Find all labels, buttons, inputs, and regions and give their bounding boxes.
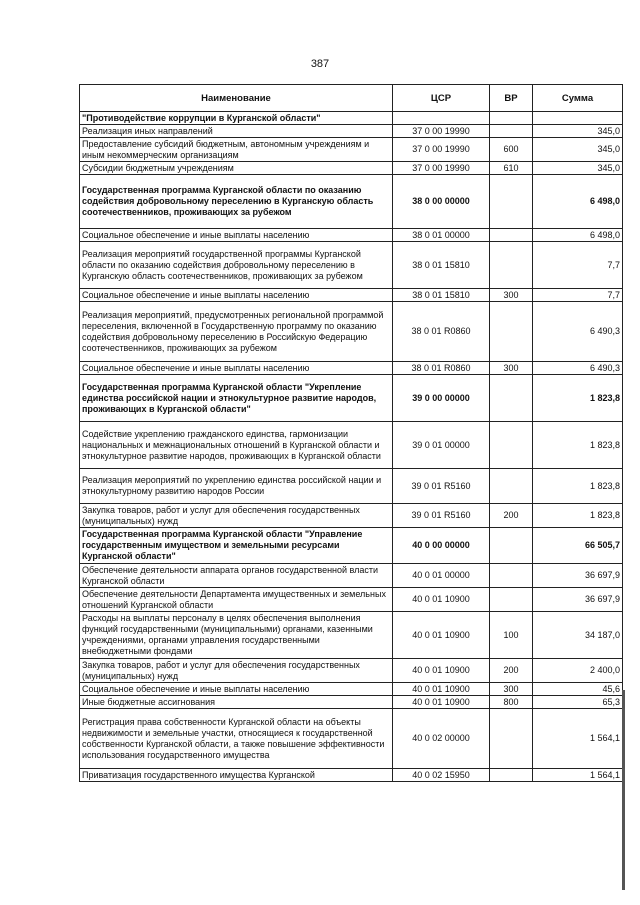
table-row xyxy=(80,588,623,612)
cell-csr: 40 0 01 10900 xyxy=(393,659,490,683)
cell-csr: 40 0 01 10900 xyxy=(393,588,490,612)
cell-name: Расходы на выплаты персоналу в целях обеспечения выполнения функций государственными (муниципальными) органами, казенными учреждениями, органами управления государственными внебюджетными фондами xyxy=(80,612,393,659)
cell-sum: 34 187,0 xyxy=(533,612,623,659)
cell-name: "Противодействие коррупции в Курганской области" xyxy=(80,112,393,125)
cell-vr xyxy=(490,375,533,422)
cell-vr: 300 xyxy=(490,683,533,696)
cell-sum: 45,6 xyxy=(533,683,623,696)
cell-csr: 40 0 01 10900 xyxy=(393,683,490,696)
cell-csr: 39 0 01 R5160 xyxy=(393,504,490,528)
cell-sum: 36 697,9 xyxy=(533,564,623,588)
cell-sum: 1 823,8 xyxy=(533,504,623,528)
cell-sum: 1 823,8 xyxy=(533,422,623,469)
table-row xyxy=(80,422,623,469)
cell-sum: 1 564,1 xyxy=(533,709,623,769)
table-row xyxy=(80,659,623,683)
cell-csr: 38 0 01 R0860 xyxy=(393,302,490,362)
cell-name: Социальное обеспечение и иные выплаты населению xyxy=(80,229,393,242)
cell-name: Государственная программа Курганской области по оказанию содействия добровольному переселению в Курганскую область соотечественников, проживающих за рубежом xyxy=(80,175,393,229)
header-vr: ВР xyxy=(490,85,533,112)
table-row xyxy=(80,125,623,138)
cell-csr: 38 0 01 R0860 xyxy=(393,362,490,375)
cell-vr: 300 xyxy=(490,289,533,302)
cell-name: Реализация мероприятий, предусмотренных региональной программой переселения, включенной в Государственную программу по оказанию содействия добровольному переселению в Российскую Федерацию соотечественников, проживающих за рубежом xyxy=(80,302,393,362)
cell-sum: 345,0 xyxy=(533,125,623,138)
cell-vr: 200 xyxy=(490,504,533,528)
cell-vr: 800 xyxy=(490,696,533,709)
header-sum: Сумма xyxy=(533,85,623,112)
cell-vr: 600 xyxy=(490,138,533,162)
cell-name: Реализация иных направлений xyxy=(80,125,393,138)
cell-name: Закупка товаров, работ и услуг для обеспечения государственных (муниципальных) нужд xyxy=(80,504,393,528)
table-row xyxy=(80,564,623,588)
table-row xyxy=(80,175,623,229)
cell-sum: 6 498,0 xyxy=(533,229,623,242)
table-row xyxy=(80,769,623,782)
cell-name: Государственная программа Курганской области "Укрепление единства российской нации и этнокультурное развитие народов, проживающих в Курганской области" xyxy=(80,375,393,422)
table-row xyxy=(80,612,623,659)
cell-sum: 7,7 xyxy=(533,289,623,302)
cell-sum: 36 697,9 xyxy=(533,588,623,612)
budget-table xyxy=(79,84,623,782)
table-header-row xyxy=(80,85,623,112)
cell-csr: 40 0 00 00000 xyxy=(393,528,490,564)
cell-sum: 1 823,8 xyxy=(533,469,623,504)
cell-name: Субсидии бюджетным учреждениям xyxy=(80,162,393,175)
cell-csr: 40 0 02 15950 xyxy=(393,769,490,782)
cell-sum: 345,0 xyxy=(533,138,623,162)
cell-vr: 300 xyxy=(490,362,533,375)
cell-csr: 37 0 00 19990 xyxy=(393,138,490,162)
table-row xyxy=(80,112,623,125)
cell-name: Государственная программа Курганской области "Управление государственным имуществом и земельными ресурсами Курганской области" xyxy=(80,528,393,564)
cell-vr xyxy=(490,302,533,362)
cell-name: Социальное обеспечение и иные выплаты населению xyxy=(80,289,393,302)
cell-vr: 610 xyxy=(490,162,533,175)
cell-name: Социальное обеспечение и иные выплаты населению xyxy=(80,362,393,375)
cell-csr: 39 0 00 00000 xyxy=(393,375,490,422)
cell-vr: 100 xyxy=(490,612,533,659)
cell-csr: 40 0 01 00000 xyxy=(393,564,490,588)
table-row xyxy=(80,683,623,696)
cell-name: Приватизация государственного имущества Курганской xyxy=(80,769,393,782)
table-row xyxy=(80,696,623,709)
cell-csr: 39 0 01 R5160 xyxy=(393,469,490,504)
cell-sum: 6 498,0 xyxy=(533,175,623,229)
cell-vr: 200 xyxy=(490,659,533,683)
cell-name: Закупка товаров, работ и услуг для обеспечения государственных (муниципальных) нужд xyxy=(80,659,393,683)
table-body xyxy=(80,112,623,782)
cell-vr xyxy=(490,242,533,289)
cell-sum: 7,7 xyxy=(533,242,623,289)
cell-sum xyxy=(533,112,623,125)
table-row xyxy=(80,504,623,528)
cell-vr xyxy=(490,229,533,242)
cell-vr xyxy=(490,125,533,138)
header-csr: ЦСР xyxy=(393,85,490,112)
table-row xyxy=(80,162,623,175)
table-row xyxy=(80,302,623,362)
cell-vr xyxy=(490,528,533,564)
cell-sum: 345,0 xyxy=(533,162,623,175)
cell-csr: 37 0 00 19990 xyxy=(393,125,490,138)
cell-name: Предоставление субсидий бюджетным, автономным учреждениям и иным некоммерческим организациям xyxy=(80,138,393,162)
cell-vr xyxy=(490,709,533,769)
table-row xyxy=(80,362,623,375)
cell-name: Обеспечение деятельности аппарата органов государственной власти Курганской области xyxy=(80,564,393,588)
cell-csr: 38 0 01 15810 xyxy=(393,289,490,302)
cell-vr xyxy=(490,769,533,782)
table-row xyxy=(80,229,623,242)
cell-csr: 40 0 01 10900 xyxy=(393,612,490,659)
table-row xyxy=(80,242,623,289)
cell-name: Реализация мероприятий по укреплению единства российской нации и этнокультурному развитию народов России xyxy=(80,469,393,504)
cell-sum: 66 505,7 xyxy=(533,528,623,564)
cell-vr xyxy=(490,422,533,469)
cell-name: Содействие укреплению гражданского единства, гармонизации национальных и межнациональных отношений в Курганской области и этнокультурное развитие народов, проживающих в Курганской области xyxy=(80,422,393,469)
table-row xyxy=(80,528,623,564)
cell-sum: 6 490,3 xyxy=(533,362,623,375)
cell-vr xyxy=(490,564,533,588)
cell-sum: 1 823,8 xyxy=(533,375,623,422)
cell-vr xyxy=(490,588,533,612)
cell-vr xyxy=(490,175,533,229)
cell-csr: 38 0 01 15810 xyxy=(393,242,490,289)
table-row xyxy=(80,375,623,422)
cell-sum: 1 564,1 xyxy=(533,769,623,782)
header-name: Наименование xyxy=(80,85,393,112)
table-row xyxy=(80,138,623,162)
cell-name: Обеспечение деятельности Департамента имущественных и земельных отношений Курганской области xyxy=(80,588,393,612)
cell-csr: 38 0 01 00000 xyxy=(393,229,490,242)
cell-csr: 39 0 01 00000 xyxy=(393,422,490,469)
table-row xyxy=(80,289,623,302)
table-row xyxy=(80,709,623,769)
page-number: 387 xyxy=(310,58,330,70)
cell-csr: 40 0 02 00000 xyxy=(393,709,490,769)
cell-vr xyxy=(490,112,533,125)
cell-sum: 2 400,0 xyxy=(533,659,623,683)
cell-name: Регистрация права собственности Курганской области на объекты недвижимости и земельные участки, относящиеся к государственной собственности Курганской области, а также повышение эффективности использования государственного имущества xyxy=(80,709,393,769)
cell-name: Иные бюджетные ассигнования xyxy=(80,696,393,709)
cell-csr: 37 0 00 19990 xyxy=(393,162,490,175)
cell-csr: 38 0 00 00000 xyxy=(393,175,490,229)
cell-vr xyxy=(490,469,533,504)
cell-sum: 6 490,3 xyxy=(533,302,623,362)
scan-edge-mark xyxy=(622,690,625,890)
cell-name: Социальное обеспечение и иные выплаты населению xyxy=(80,683,393,696)
table-row xyxy=(80,469,623,504)
cell-sum: 65,3 xyxy=(533,696,623,709)
cell-csr xyxy=(393,112,490,125)
cell-csr: 40 0 01 10900 xyxy=(393,696,490,709)
cell-name: Реализация мероприятий государственной программы Курганской области по оказанию содействия добровольному переселению в Курганскую область соотечественников, проживающих за рубежом xyxy=(80,242,393,289)
